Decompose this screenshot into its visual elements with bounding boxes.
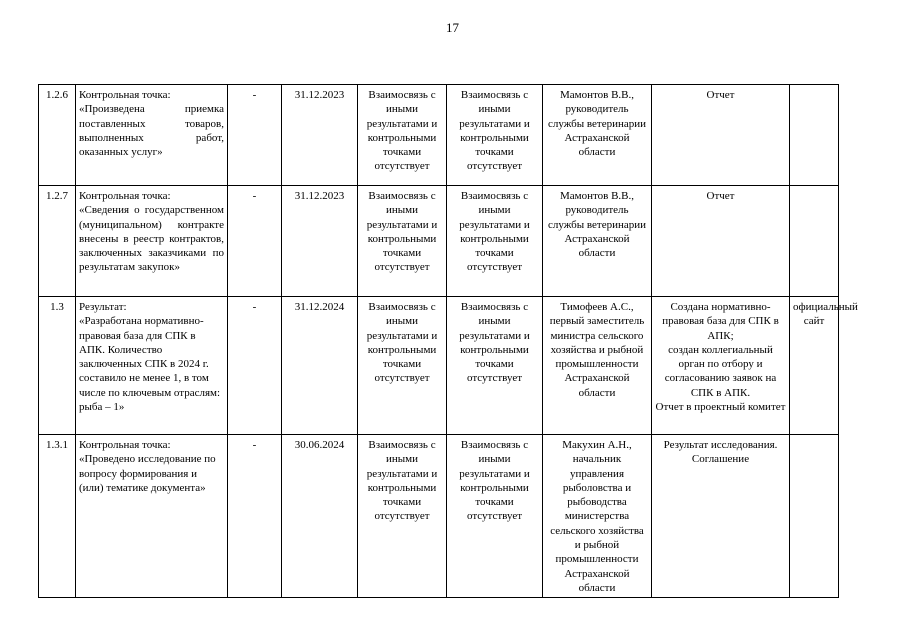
row-date: 31.12.2024: [282, 297, 358, 435]
row-description: Контрольная точка: «Проведено исследование по вопросу формирования и (или) тематике документа»: [76, 435, 228, 598]
table-row: [39, 297, 839, 435]
row-number: 1.2.7: [39, 186, 76, 297]
row-predecessor-link: Взаимосвязь с иными результатами и контрольными точками отсутствует: [358, 297, 447, 435]
row-description: Результат: «Разработана нормативно-правовая база для СПК в АПК. Количество заключенных СПК в 2024 г. составило не менее 1, в том числе по ключевым отраслям: рыба – 1»: [76, 297, 228, 435]
row-predecessor-link: Взаимосвязь с иными результатами и контрольными точками отсутствует: [358, 435, 447, 598]
table-row: [39, 435, 839, 598]
row-predecessor-link: Взаимосвязь с иными результатами и контрольными точками отсутствует: [358, 85, 447, 186]
row-info-source: [790, 186, 839, 297]
row-responsible: Тимофеев А.С., первый заместитель министра сельского хозяйства и рыбной промышленности Астраханской области: [543, 297, 652, 435]
row-responsible: Мамонтов В.В., руководитель службы ветеринарии Астраханской области: [543, 85, 652, 186]
row-base-value: -: [228, 186, 282, 297]
row-responsible: Макухин А.Н., начальник управления рыболовства и рыбоводства министерства сельского хозяйства и рыбной промышленности Астраханской области: [543, 435, 652, 598]
table-row: [39, 186, 839, 297]
row-result-document: Результат исследования. Соглашение: [652, 435, 790, 598]
row-base-value: -: [228, 297, 282, 435]
row-result-document: Отчет: [652, 186, 790, 297]
row-info-source: официальный сайт: [790, 297, 839, 435]
row-responsible: Мамонтов В.В., руководитель службы ветеринарии Астраханской области: [543, 186, 652, 297]
row-number: 1.3: [39, 297, 76, 435]
row-base-value: -: [228, 435, 282, 598]
table-row: [39, 85, 839, 186]
row-info-source: [790, 85, 839, 186]
page-number: 17: [446, 20, 459, 35]
row-date: 31.12.2023: [282, 186, 358, 297]
row-successor-link: Взаимосвязь с иными результатами и контрольными точками отсутствует: [447, 186, 543, 297]
row-date: 31.12.2023: [282, 85, 358, 186]
row-description: Контрольная точка: «Сведения о государственном (муниципальном) контракте внесены в реестр контрактов, заключенных заказчиками по результатам закупок»: [76, 186, 228, 297]
row-result-document: Отчет: [652, 85, 790, 186]
row-number: 1.2.6: [39, 85, 76, 186]
row-base-value: -: [228, 85, 282, 186]
row-date: 30.06.2024: [282, 435, 358, 598]
row-description: Контрольная точка: «Произведена приемка поставленных товаров, выполненных работ, оказанных услуг»: [76, 85, 228, 186]
milestones-table: [38, 84, 858, 598]
row-successor-link: Взаимосвязь с иными результатами и контрольными точками отсутствует: [447, 297, 543, 435]
row-info-source: [790, 435, 839, 598]
row-successor-link: Взаимосвязь с иными результатами и контрольными точками отсутствует: [447, 435, 543, 598]
row-successor-link: Взаимосвязь с иными результатами и контрольными точками отсутствует: [447, 85, 543, 186]
row-result-document: Создана нормативно-правовая база для СПК в АПК; создан коллегиальный орган по отбору и согласованию заявок на СПК в АПК. Отчет в проектный комитет: [652, 297, 790, 435]
row-predecessor-link: Взаимосвязь с иными результатами и контрольными точками отсутствует: [358, 186, 447, 297]
row-number: 1.3.1: [39, 435, 76, 598]
